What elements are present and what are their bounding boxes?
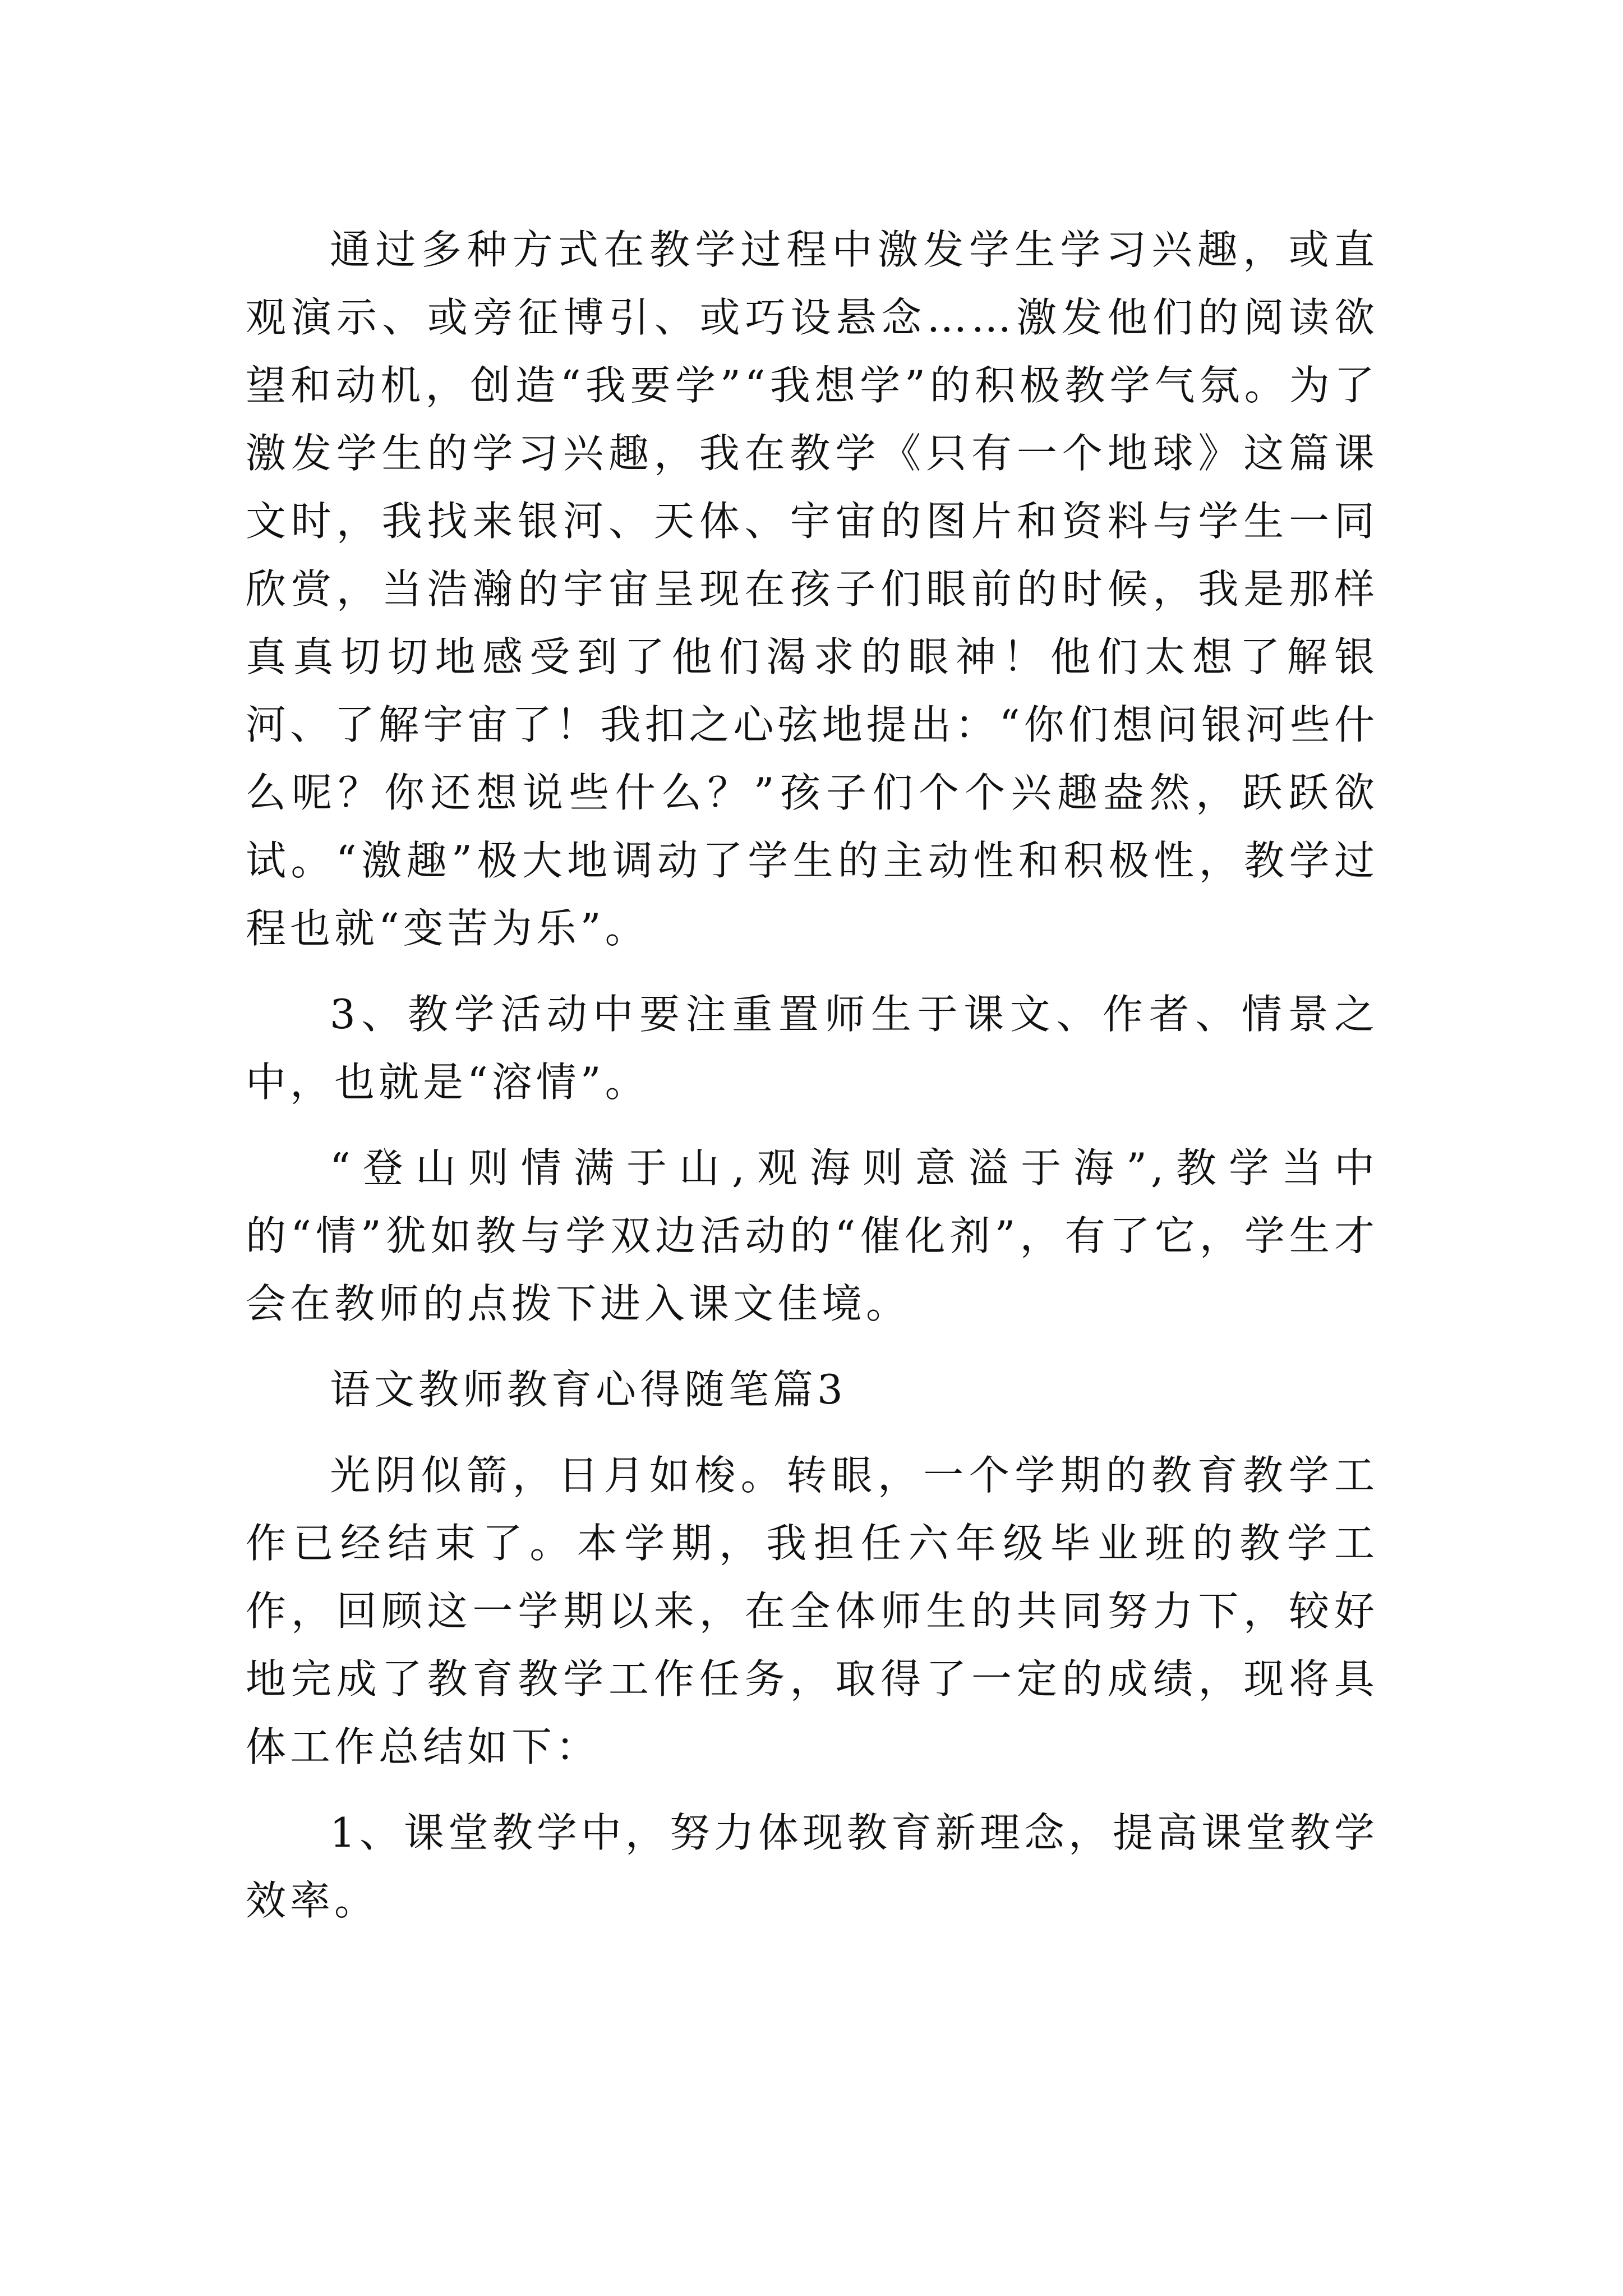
paragraph-interest-stimulation: 通过多种方式在教学过程中激发学生学习兴趣，或直观演示、或旁征博引、或巧设悬念……激发他们的阅读欲望和动机，创造“我要学”“我想学”的积极教学气氛。为了激发学生的学习兴趣，我在教学《只有一个地球》这篇课文时，我找来银河、天体、宇宙的图片和资料与学生一同欣赏，当浩瀚的宇宙呈现在孩子们眼前的时候，我是那样真真切切地感受到了他们渴求的眼神！他们太想了解银河、了解宇宙了！我扣之心弦地提出：“你们想问银河些什么呢？你还想说些什么？”孩子们个个兴趣盎然，跃跃欲试。“激趣”极大地调动了学生的主动性和积极性，教学过程也就“变苦为乐”。 <box>246 226 1378 952</box>
paragraph-point-1: 1、课堂教学中，努力体现教育新理念，提高课堂教学效率。 <box>246 1809 1378 1924</box>
paragraph-semester-summary: 光阴似箭，日月如梭。转眼，一个学期的教育教学工作已经结束了。本学期，我担任六年级毕业班的教学工作，回顾这一学期以来，在全体师生的共同努力下，较好地完成了教育教学工作任务，取得了一定的成绩，现将具体工作总结如下： <box>246 1452 1378 1770</box>
paragraph-point-3: 3、教学活动中要注重置师生于课文、作者、情景之中，也就是“溶情”。 <box>246 991 1378 1106</box>
paragraph-emotion-catalyst: “登山则情满于山,观海则意溢于海”,教学当中的“情”犹如教与学双边活动的“催化剂”，有了它，学生才会在教师的点拨下进入课文佳境。 <box>246 1144 1378 1327</box>
section-heading: 语文教师教育心得随笔篇3 <box>330 1366 847 1413</box>
document-body <box>246 216 1378 1953</box>
